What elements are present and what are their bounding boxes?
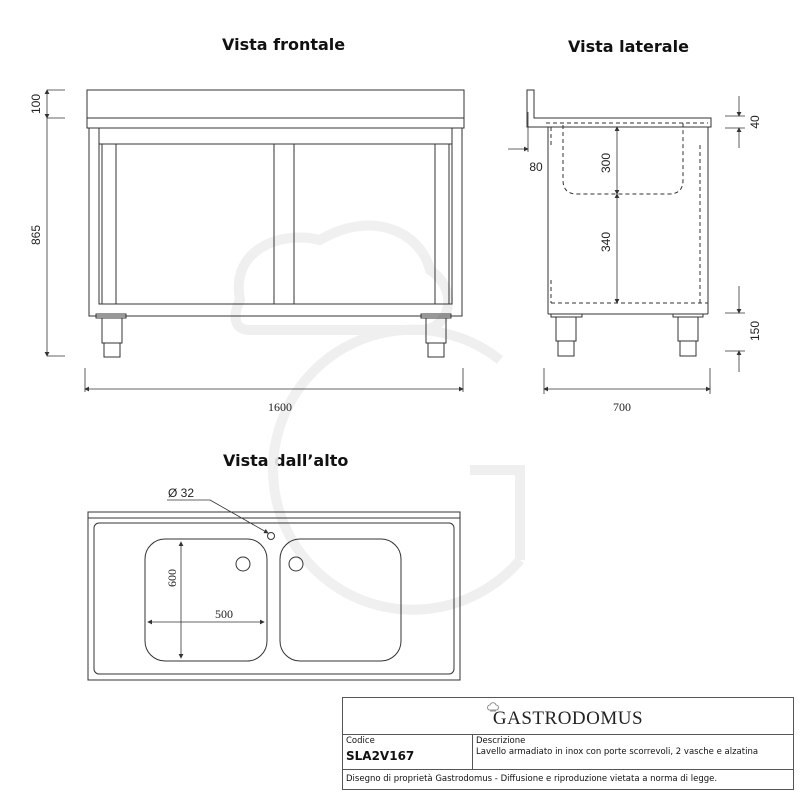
dim-top-basin-width: 500 [215,607,233,621]
dim-top-tap-hole: Ø 32 [168,486,195,500]
left-drain-icon [236,557,250,571]
top-view-title: Vista dall’alto [223,451,349,470]
dim-side-interior-height: 340 [599,231,613,253]
brand-logo [343,698,793,735]
top-view-drawing [88,512,460,680]
dim-side-depth: 700 [613,400,631,414]
front-dimension-lines [47,90,463,392]
description-value: Lavello armadiato in inox con porte scorrevoli, 2 vasche e alzatina [476,747,759,757]
ownership-notice: Disegno di proprietà Gastrodomus - Diffusione e riproduzione vietata a norma di legge. [346,774,718,784]
code-label: Codice [346,736,375,746]
front-view-drawing [87,90,464,357]
code-value: SLA2V167 [346,749,415,763]
dim-front-top-height: 100 [29,93,43,115]
dim-top-basin-length: 600 [165,569,179,587]
dim-side-leg-height: 150 [748,320,762,342]
dim-side-top-thickness: 40 [748,115,762,129]
dim-side-basin-depth: 300 [599,152,613,174]
dim-front-total-height: 865 [29,224,43,246]
side-view-drawing [527,90,711,356]
title-block [342,697,794,790]
side-view-title: Vista laterale [568,37,689,56]
tap-hole-icon [268,533,275,540]
brand-name: GASTRODOMUS [492,708,644,729]
watermark-logo-icon [236,226,520,610]
description-label: Descrizione [476,736,526,746]
front-view-title: Vista frontale [222,35,346,54]
side-dimension-lines [508,96,745,394]
dim-side-upstand-offset: 80 [529,160,543,174]
right-drain-icon [289,557,303,571]
left-basin [145,539,267,661]
dim-front-width: 1600 [268,400,292,414]
